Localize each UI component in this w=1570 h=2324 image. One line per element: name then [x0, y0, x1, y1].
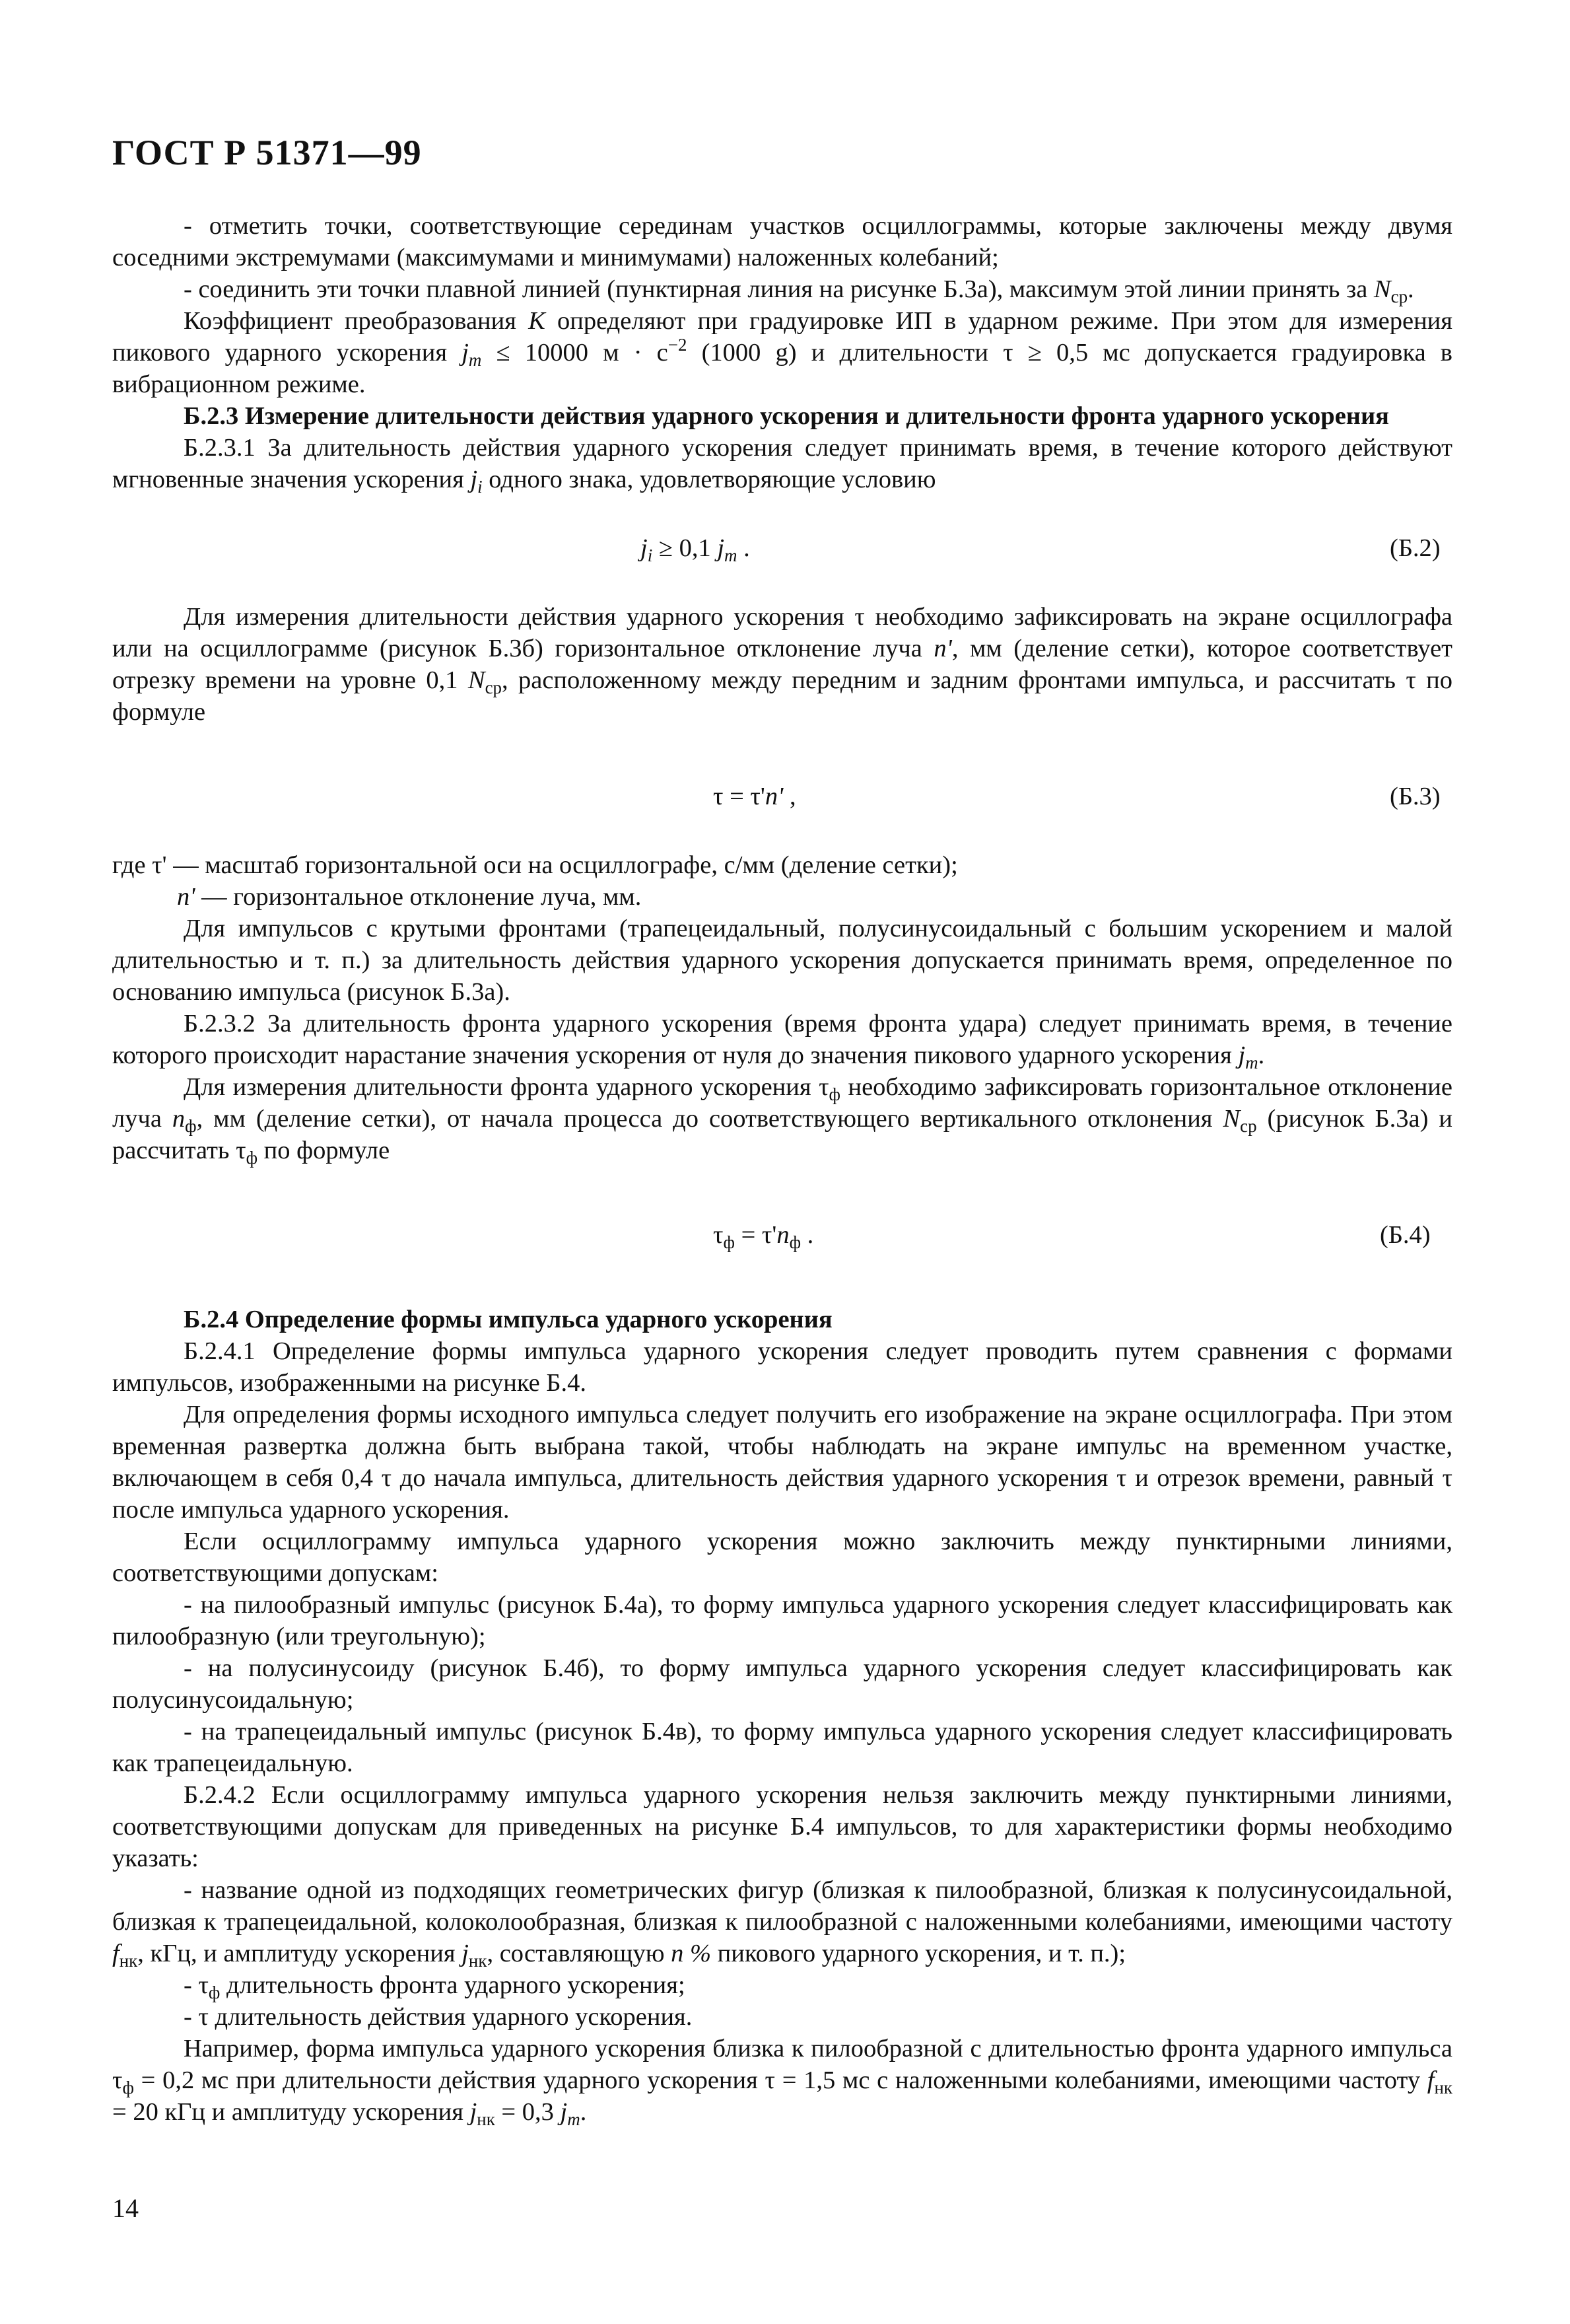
formula-b4: [112, 1219, 1452, 1251]
page-body: [112, 210, 1452, 2128]
paragraph: Для измерения длительности действия ударного ускорения τ необходимо зафиксировать на экране осциллографа или на осциллограмме (рисунок Б.3б) горизонтальное отклонение луча n', мм (деление сетки), которое соответствует отрезку времени на уровне 0,1 $N_{ср}$, расположенному между передним и задним фронтами импульса, и рассчитать τ по формуле: [112, 603, 1453, 726]
definition-line: n' — горизонтальное отклонение луча, мм.: [177, 883, 642, 911]
formula-expression: τ = τ'n' ,: [713, 783, 796, 810]
definition-line: где τ' — масштаб горизонтальной оси на осциллографе, с/мм (деление сетки);: [112, 851, 958, 879]
list-item: - соединить эти точки плавной линией (пунктирная линия на рисунке Б.3а), максимум этой линии принять за $N_{ср}$.: [184, 275, 1414, 307]
section-heading: Б.2.3 Измерение длительности действия ударного ускорения и длительности фронта ударного ускорения: [184, 402, 1389, 430]
paragraph: Б.2.3.2 За длительность фронта ударного ускорения (время фронта удара) следует принимать время, в течение которого происходит нарастание значения ускорения от нуля до значения пикового ударного ускорения $j_m$.: [112, 1010, 1452, 1073]
paragraph: Для измерения длительности фронта ударного ускорения $\tau_ф$ необходимо зафиксировать горизонтальное отклонение луча $n_ф$, мм (деление сетки), от начала процесса до соответствующего вертикального отклонения $N_{ср}$ (рисунок Б.3а) и рассчитать $\tau_ф$ по формуле: [112, 1073, 1452, 1168]
document-header: ГОСТ Р 51371—99: [112, 133, 422, 172]
paragraph: Если осциллограмму импульса ударного ускорения можно заключить между пунктирными линиями, соответствующими допускам:: [112, 1528, 1452, 1587]
list-item: - $\tau_ф$ длительность фронта ударного ускорения;: [184, 1971, 685, 2003]
list-item: - на полусинусоиду (рисунок Б.4б), то форму импульса ударного ускорения следует классифицировать как полусинусоидальную;: [112, 1654, 1452, 1714]
list-item: - на трапецеидальный импульс (рисунок Б.4в), то форму импульса ударного ускорения следует классифицировать как трапецеидальную.: [112, 1718, 1452, 1777]
formula-number: (Б.2): [1390, 534, 1441, 562]
formula-b3: [112, 781, 1452, 812]
paragraph: Коэффициент преобразования K определяют при градуировке ИП в ударном режиме. При этом для измерения пикового ударного ускорения $j_m \le 10000$ $м \cdot с^{-2}$ (1000 g) и длительности τ ≥ 0,5 мс допускается градуировка в вибрационном режиме.: [112, 307, 1452, 398]
paragraph: Б.2.3.1 За длительность действия ударного ускорения следует принимать время, в течение которого действуют мгновенные значения ускорения $j_i$ одного знака, удовлетворяющие условию: [112, 434, 1452, 497]
page-number: 14: [112, 2193, 139, 2223]
paragraph: Б.2.4.2 Если осциллограмму импульса ударного ускорения нельзя заключить между пунктирными линиями, соответствующими допускам для приведенных на рисунке Б.4 импульсов, то для характеристики формы необходимо указать:: [112, 1781, 1452, 1872]
paragraph: Например, форма импульса ударного ускорения близка к пилообразной с длительностью фронта ударного импульса $\tau_ф = 0,2$ мс при длительности действия ударного ускорения τ = 1,5 мс с наложенными колебаниями, имеющими частоту $f_{нк} = 20$ кГц и амплитуду ускорения $j_{нк} = 0,3$ $j_m$.: [112, 2035, 1452, 2130]
list-item: - название одной из подходящих геометрических фигур (близкая к пилообразной, близкая к полусинусоидальной, близкая к трапецеидальной, колоколообразная, близкая к пилообразной с наложенными колебаниями, имеющими частоту $f_{нк}$, кГц, и амплитуду ускорения $j_{нк}$, составляющую n % пикового ударного ускорения, и т. п.);: [112, 1876, 1452, 1971]
formula-number: (Б.3): [1390, 783, 1441, 810]
section-heading: Б.2.4 Определение формы импульса ударного ускорения: [184, 1306, 833, 1333]
paragraph: Для импульсов с крутыми фронтами (трапецеидальный, полусинусоидальный с большим ускорением и малой длительностью и т. п.) за длительность действия ударного ускорения допускается принимать время, определенное по основанию импульса (рисунок Б.3а).: [112, 915, 1452, 1006]
list-item: - τ длительность действия ударного ускорения.: [184, 2003, 693, 2031]
paragraph: Для определения формы исходного импульса следует получить его изображение на экране осциллографа. При этом временная развертка должна быть выбрана такой, чтобы наблюдать на экране импульс на временном участке, включающем в себя 0,4 τ до начала импульса, длительность действия ударного ускорения τ и отрезок времени, равный τ после импульса ударного ускорения.: [112, 1401, 1452, 1524]
formula-b2: [112, 532, 1452, 564]
formula-expression: $\tau_ф = \tau'n_ф$ .: [713, 1221, 814, 1253]
paragraph: Б.2.4.1 Определение формы импульса ударного ускорения следует проводить путем сравнения с формами импульсов, изображенными на рисунке Б.4.: [112, 1337, 1452, 1397]
formula-number: (Б.4): [1380, 1221, 1431, 1249]
list-item: - отметить точки, соответствующие серединам участков осциллограммы, которые заключены между двумя соседними экстремумами (максимумами и минимумами) наложенных колебаний;: [112, 212, 1452, 271]
formula-expression: $j_i \ge 0,1$ $j_m$ .: [640, 534, 750, 566]
list-item: - на пилообразный импульс (рисунок Б.4а), то форму импульса ударного ускорения следует классифицировать как пилообразную (или треугольную);: [112, 1591, 1452, 1650]
